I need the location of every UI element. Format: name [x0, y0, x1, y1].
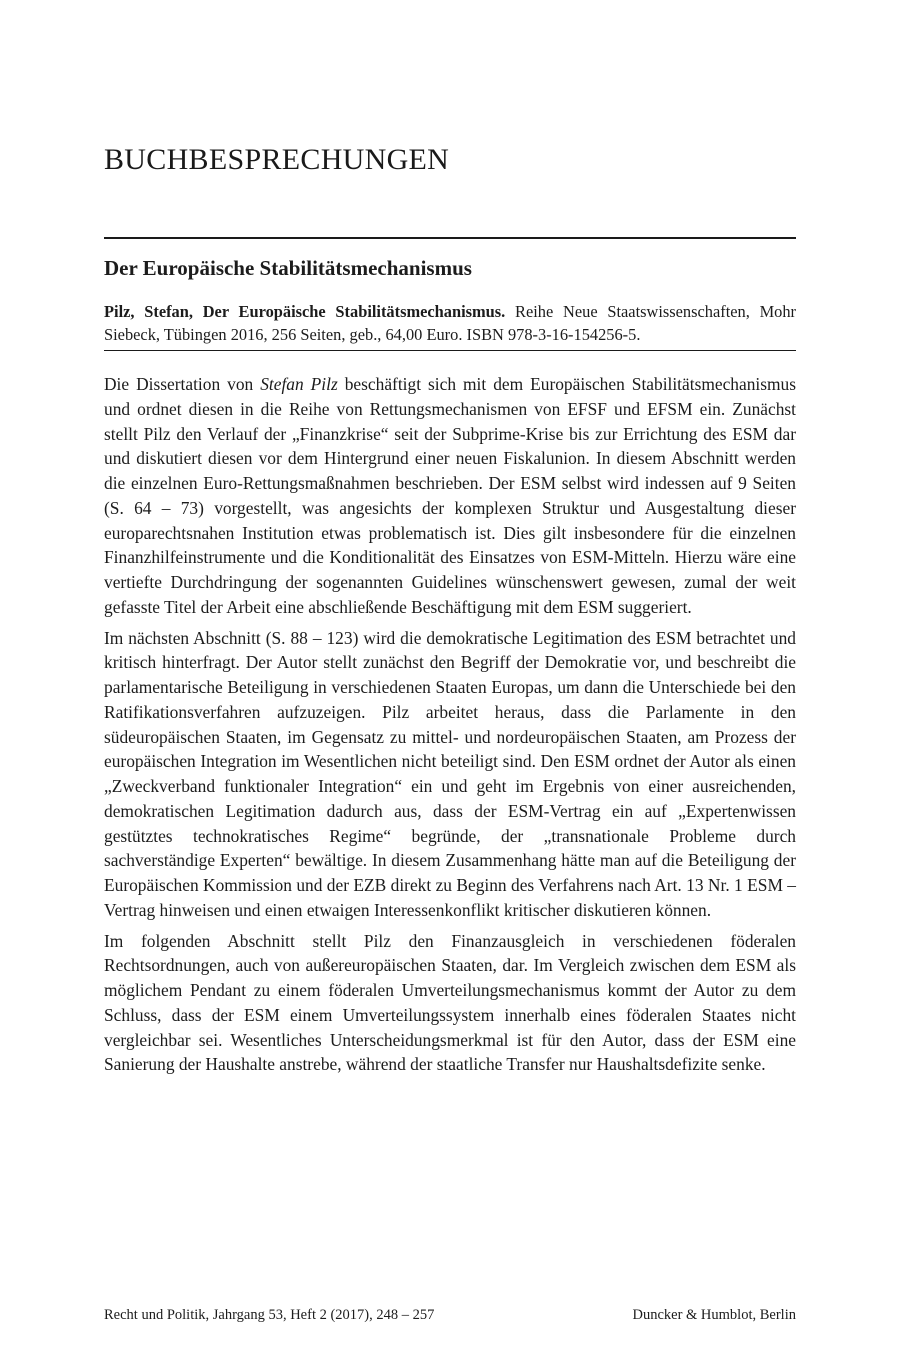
- book-citation: [104, 301, 796, 346]
- citation-author-title: Pilz, Stefan, Der Europäische Stabilitätsmechanismus.: [104, 302, 506, 321]
- citation-divider: [104, 350, 796, 351]
- publisher: Duncker & Humblot, Berlin: [632, 1307, 796, 1323]
- review-body: [104, 372, 796, 1083]
- top-divider: [104, 237, 796, 239]
- author-name: Stefan Pilz: [260, 374, 338, 394]
- section-title: BUCHBESPRECHUNGEN: [104, 143, 450, 176]
- paragraph-1-rest: beschäftigt sich mit dem Europäischen Stabilitätsmechanismus und ordnet diesen in die Reihe von Rettungsmechanismen von EFSF und EFSM ein. Zunächst stellt Pilz den Verlauf der „Finanzkrise“ seit der Subprime-Krise bis zur Errichtung des ESM dar und diskutiert diesen vor dem Hintergrund einer neuen Fiskalunion. In diesem Abschnitt werden die einzelnen Euro-Rettungsmaßnahmen beschrieben. Der ESM selbst wird indessen auf 9 Seiten (S. 64 – 73) vorgestellt, was angesichts der komplexen Struktur und Ausgestaltung dieser europarechtsnahen Institution etwas problematisch ist. Dies gilt insbesondere für die einzelnen Finanzhilfeinstrumente und die Konditionalität des Einsatzes von ESM-Mitteln. Hierzu wäre eine vertiefte Durchdringung der sogenannten Guidelines wünschenswert gewesen, zumal der weit gefasste Titel der Arbeit eine abschließende Beschäftigung mit dem ESM suggeriert.: [104, 374, 796, 617]
- review-title: Der Europäische Stabilitätsmechanismus: [104, 256, 472, 280]
- paragraph-2: Im nächsten Abschnitt (S. 88 – 123) wird die demokratische Legitimation des ESM betrachtet und kritisch hinterfragt. Der Autor stellt zunächst den Begriff der Demokratie vor, und beschreibt die parlamentarische Beteiligung in verschiedenen Staaten Europas, um dann die Unterschiede bei den Ratifikationsverfahren aufzuzeigen. Pilz arbeitet heraus, dass die Parlamente in den südeuropäischen Staaten, im Gegensatz zu mittel- und nordeuropäischen Staaten, am Prozess der europäischen Integration im Wesentlichen nicht beteiligt sind. Den ESM ordnet der Autor als einen „Zweckverband funktionaler Integration“ ein und geht im Ergebnis von einer ausreichenden, demokratischen Legitimation dadurch aus, dass der ESM-Vertrag ein auf „Expertenwissen gestütztes technokratisches Regime“ begründe, der „transnationale Probleme durch sachverständige Experten“ bewältige. In diesem Zusammenhang hätte man auf die Beteiligung der Europäischen Kommission und der EZB direkt zu Beginn des Verfahrens nach Art. 13 Nr. 1 ESM – Vertrag hinweisen und einen etwaigen Interessenkonflikt kritischer diskutieren können.: [104, 627, 796, 920]
- document-page: [104, 0, 796, 1366]
- paragraph-1-start: Die Dissertation von: [104, 374, 261, 394]
- citation-details: Reihe Neue Staatswissenschaften, Mohr Siebeck, Tübingen 2016, 256 Seiten, geb., 64,00 Euro. ISBN 978-3-16-154256-5.: [104, 302, 796, 344]
- paragraph-1: [104, 372, 796, 620]
- paragraph-3: Im folgenden Abschnitt stellt Pilz den Finanzausgleich in verschiedenen föderalen Rechtsordnungen, auch von außereuropäischen Staaten, dar. Im Vergleich zwischen dem ESM als möglichem Pendant zu einem föderalen Umverteilungsmechanismus kommt der Autor zu dem Schluss, dass der ESM einem Umverteilungssystem innerhalb eines föderalen Staates nicht vergleichbar sei. Wesentliches Unterscheidungsmerkmal ist für den Autor, dass der ESM eine Sanierung der Haushalte anstrebe, während der staatliche Transfer nur Haushaltsdefizite senke.: [104, 930, 796, 1075]
- page-footer: [104, 1307, 796, 1324]
- journal-reference: Recht und Politik, Jahrgang 53, Heft 2 (2017), 248 – 257: [104, 1307, 435, 1323]
